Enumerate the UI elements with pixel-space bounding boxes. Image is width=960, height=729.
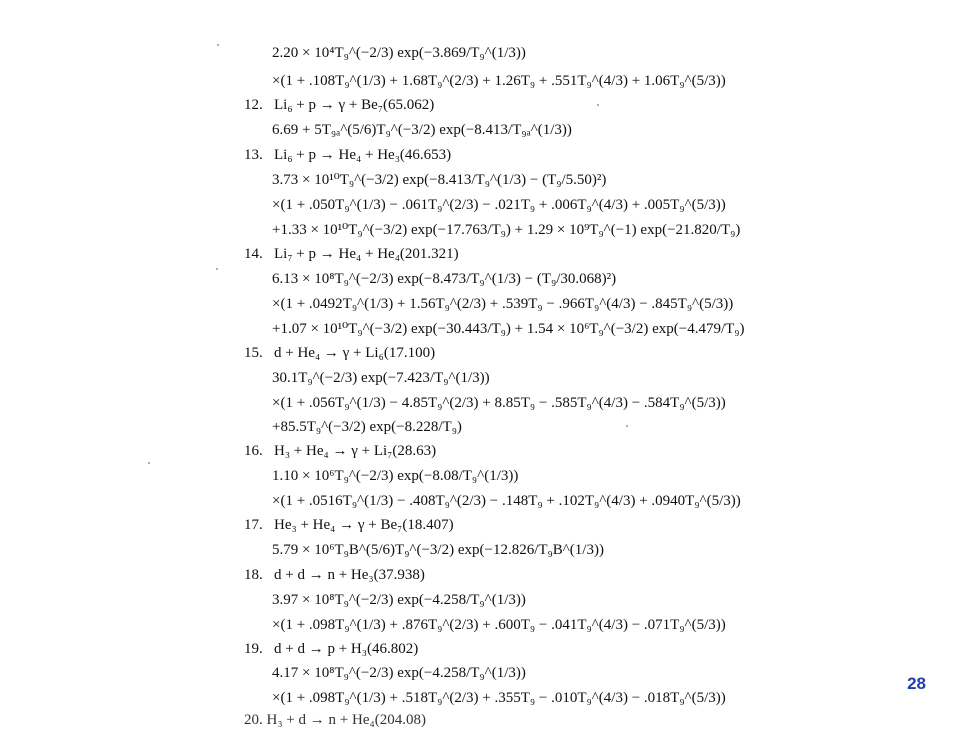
scan-speck bbox=[626, 425, 628, 427]
reaction-number: 15. bbox=[244, 345, 263, 361]
equation-line: +85.5T₉^(−3/2) exp(−8.228/T₉) bbox=[272, 419, 462, 435]
reaction-line: d + d → p + H₃(46.802) bbox=[274, 641, 419, 657]
equation-line: +1.33 × 10¹⁰T₉^(−3/2) exp(−17.763/T₉) + 1.29 × 10⁹T₉^(−1) exp(−21.820/T₉) bbox=[272, 222, 741, 238]
equation-line: 6.13 × 10⁸T₉^(−2/3) exp(−8.473/T₉^(1/3) − (T₉/30.068)²) bbox=[272, 271, 617, 287]
equation-line: ×(1 + .108T₉^(1/3) + 1.68T₉^(2/3) + 1.26T₉ + .551T₉^(4/3) + 1.06T₉^(5/3)) bbox=[272, 73, 726, 89]
reaction-line: He₃ + He₄ → γ + Be₇(18.407) bbox=[274, 517, 454, 533]
reaction-line: d + d → n + He₃(37.938) bbox=[274, 567, 425, 583]
reaction-line: Li₆ + p → γ + Be₇(65.062) bbox=[274, 97, 435, 113]
scan-speck bbox=[217, 44, 219, 46]
reaction-line: d + He₄ → γ + Li₆(17.100) bbox=[274, 345, 436, 361]
equation-line: ×(1 + .056T₉^(1/3) − 4.85T₉^(2/3) + 8.85T₉ − .585T₉^(4/3) − .584T₉^(5/3)) bbox=[272, 395, 726, 411]
equation-line: 5.79 × 10⁶T₉B^(5/6)T₉^(−3/2) exp(−12.826/T₉B^(1/3)) bbox=[272, 542, 604, 558]
equation-line: 2.20 × 10⁴T₉^(−2/3) exp(−3.869/T₉^(1/3)) bbox=[272, 45, 526, 61]
equation-line: ×(1 + .098T₉^(1/3) + .876T₉^(2/3) + .600T₉ − .041T₉^(4/3) − .071T₉^(5/3)) bbox=[272, 617, 726, 633]
reaction-number: 19. bbox=[244, 641, 263, 657]
scan-speck bbox=[148, 462, 150, 464]
reaction-number: 17. bbox=[244, 517, 263, 533]
equation-line: ×(1 + .0492T₉^(1/3) + 1.56T₉^(2/3) + .539T₉ − .966T₉^(4/3) − .845T₉^(5/3)) bbox=[272, 296, 734, 312]
equation-line: 6.69 + 5T₉ₐ^(5/6)T₉^(−3/2) exp(−8.413/T₉ₐ^(1/3)) bbox=[272, 122, 572, 138]
reaction-number: 18. bbox=[244, 567, 263, 583]
reaction-number: 16. bbox=[244, 443, 263, 459]
cut-off-line: 20. H₃ + d → n + He₄(204.08) bbox=[244, 712, 426, 728]
reaction-line: Li₆ + p → He₄ + He₃(46.653) bbox=[274, 147, 452, 163]
reaction-number: 14. bbox=[244, 246, 263, 262]
equation-line: ×(1 + .098T₉^(1/3) + .518T₉^(2/3) + .355T₉ − .010T₉^(4/3) − .018T₉^(5/3)) bbox=[272, 690, 726, 706]
equation-line: 4.17 × 10⁸T₉^(−2/3) exp(−4.258/T₉^(1/3)) bbox=[272, 665, 526, 681]
reaction-number: 12. bbox=[244, 97, 263, 113]
reaction-line: H₃ + He₄ → γ + Li₇(28.63) bbox=[274, 443, 437, 459]
equation-line: ×(1 + .050T₉^(1/3) − .061T₉^(2/3) − .021T₉ + .006T₉^(4/3) + .005T₉^(5/3)) bbox=[272, 197, 726, 213]
reaction-number: 13. bbox=[244, 147, 263, 163]
scan-speck bbox=[216, 268, 218, 270]
equation-line: 30.1T₉^(−2/3) exp(−7.423/T₉^(1/3)) bbox=[272, 370, 490, 386]
scan-speck bbox=[597, 104, 599, 106]
equation-line: 3.73 × 10¹⁰T₉^(−3/2) exp(−8.413/T₉^(1/3) − (T₉/5.50)²) bbox=[272, 172, 607, 188]
equation-line: ×(1 + .0516T₉^(1/3) − .408T₉^(2/3) − .148T₉ + .102T₉^(4/3) + .0940T₉^(5/3)) bbox=[272, 493, 741, 509]
equation-line: 1.10 × 10⁶T₉^(−2/3) exp(−8.08/T₉^(1/3)) bbox=[272, 468, 519, 484]
page-number: 28 bbox=[907, 674, 926, 693]
equation-line: 3.97 × 10⁸T₉^(−2/3) exp(−4.258/T₉^(1/3)) bbox=[272, 592, 526, 608]
equation-line: +1.07 × 10¹⁰T₉^(−3/2) exp(−30.443/T₉) + 1.54 × 10⁶T₉^(−3/2) exp(−4.479/T₉) bbox=[272, 321, 745, 337]
reaction-line: Li₇ + p → He₄ + He₄(201.321) bbox=[274, 246, 459, 262]
